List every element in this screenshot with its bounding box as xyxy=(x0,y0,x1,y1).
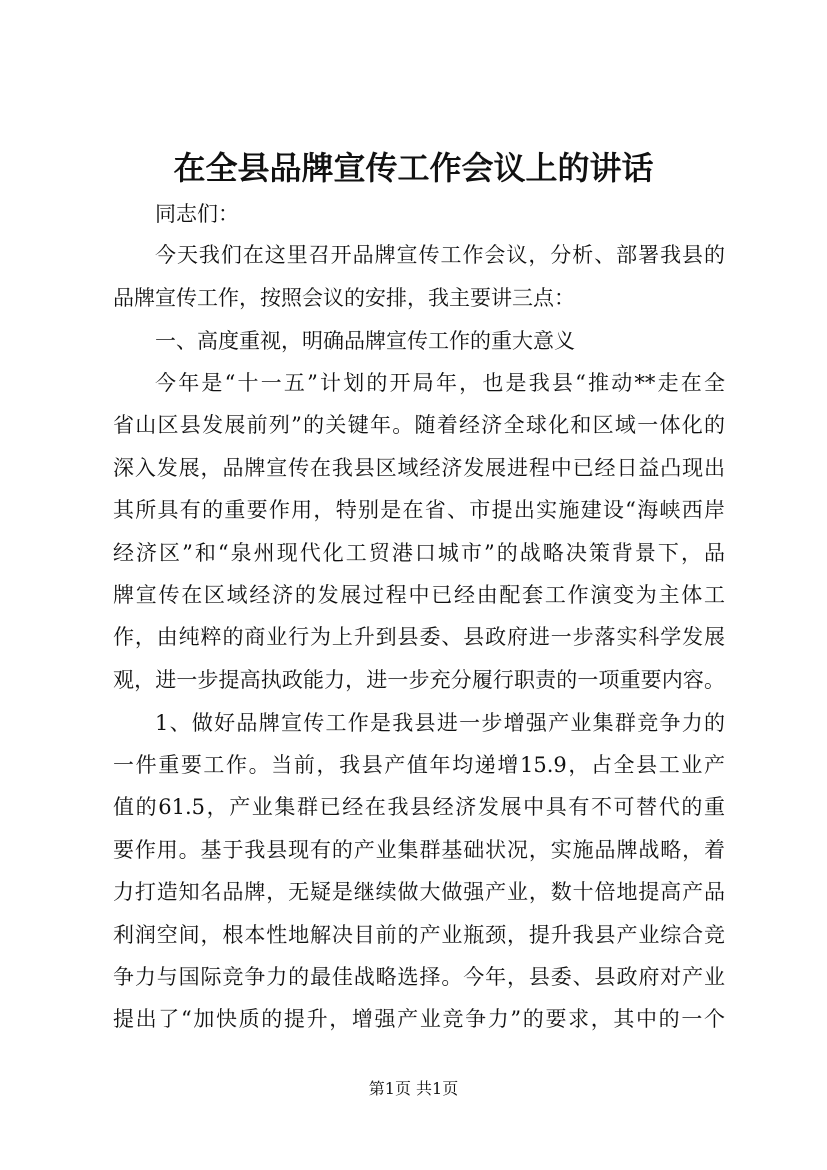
paragraph-line: 作，由纯粹的商业行为上升到县委、县政府进一步落实科学发展 xyxy=(113,625,725,649)
paragraph-line: 要作用。基于我县现有的产业集群基础状况，实施品牌战略，着 xyxy=(113,838,725,862)
page-title: 在全县品牌宣传工作会议上的讲话 xyxy=(173,149,654,187)
paragraph-line: 今天我们在这里召开品牌宣传工作会议，分析、部署我县的 xyxy=(155,243,725,267)
paragraph-line: 其所具有的重要作用，特别是在省、市提出实施建设“海峡西岸 xyxy=(113,498,725,522)
paragraph-line: 1、做好品牌宣传工作是我县进一步增强产业集群竞争力的 xyxy=(155,711,725,735)
paragraph-line: 观，进一步提高执政能力，进一步充分履行职责的一项重要内容。 xyxy=(113,668,725,692)
section-heading: 一、高度重视，明确品牌宣传工作的重大意义 xyxy=(155,329,575,353)
paragraph-line: 品牌宣传工作，按照会议的安排，我主要讲三点： xyxy=(113,286,575,310)
salutation-line: 同志们： xyxy=(155,202,239,226)
paragraph-line: 一件重要工作。当前，我县产值年均递增15.9，占全县工业产 xyxy=(113,753,725,777)
paragraph-line: 经济区”和“泉州现代化工贸港口城市”的战略决策背景下，品 xyxy=(113,541,725,565)
paragraph-line: 争力与国际竞争力的最佳战略选择。今年，县委、县政府对产业 xyxy=(113,965,725,989)
paragraph-line: 今年是“十一五”计划的开局年，也是我县“推动**走在全 xyxy=(155,371,725,395)
paragraph-line: 提出了“加快质的提升，增强产业竞争力”的要求，其中的一个 xyxy=(113,1007,725,1031)
paragraph-line: 利润空间，根本性地解决目前的产业瓶颈，提升我县产业综合竞 xyxy=(113,923,725,947)
paragraph-line: 力打造知名品牌，无疑是继续做大做强产业，数十倍地提高产品 xyxy=(113,880,725,904)
page-footer: 第1页 共1页 xyxy=(368,1079,459,1098)
paragraph-line: 牌宣传在区域经济的发展过程中已经由配套工作演变为主体工 xyxy=(113,583,725,607)
paragraph-line: 值的61.5，产业集群已经在我县经济发展中具有不可替代的重 xyxy=(113,795,725,819)
paragraph-line: 深入发展，品牌宣传在我县区域经济发展进程中已经日益凸现出 xyxy=(113,456,725,480)
paragraph-line: 省山区县发展前列”的关键年。随着经济全球化和区域一体化的 xyxy=(113,413,725,437)
